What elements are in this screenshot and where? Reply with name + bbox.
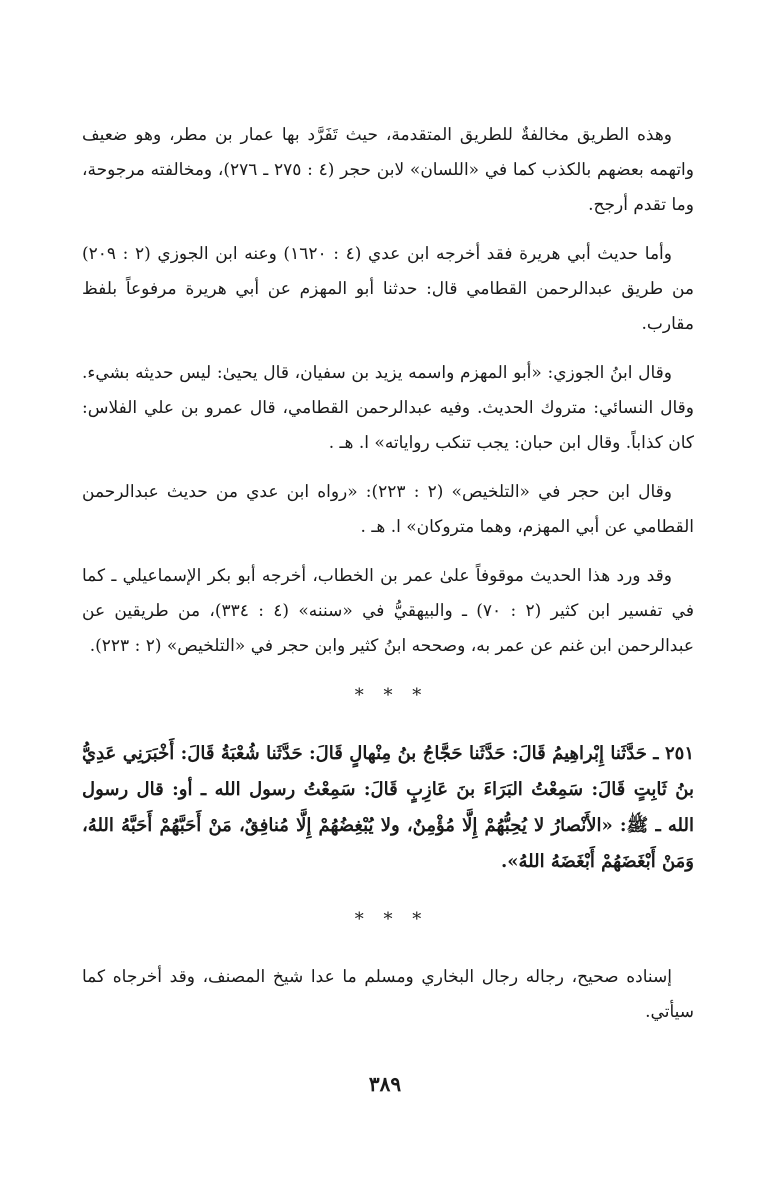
paragraph-5: وقد ورد هذا الحديث موقوفاً علىٰ عمر بن الخطاب، أخرجه أبو بكر الإسماعيلي ـ كما في تفسير ابن كثير (٢ : ٧٠) ـ والبيهقيُّ في «سننه» (٤ : ٣٣٤)، من طريقين عن عبدالرحمن ابن غنم عن عمر به، وصححه ابنُ كثير وابن حجر في «التلخيص» (٢ : ٢٢٣).: [82, 566, 694, 656]
section-separator-bottom: * * *: [354, 909, 422, 930]
paragraph-1: وهذه الطريق مخالفةٌ للطريق المتقدمة، حيث تَفَرَّد بها عمار بن مطر، وهو ضعيف واتهمه بعضهم بالكذب كما في «اللسان» لابن حجر (٤ : ٢٧٥ ـ ٢٧٦)، ومخالفته مرجوحة، وما تقدم أرجح.: [82, 125, 694, 215]
page-number: ٣٨٩: [368, 1072, 402, 1096]
section-separator-top: * * *: [354, 685, 422, 706]
paragraph-3: وقال ابنُ الجوزي: «أبو المهزم واسمه يزيد بن سفيان، قال يحيىٰ: ليس حديثه بشيء. وقال النسائي: متروك الحديث. وفيه عبدالرحمن القطامي، قال عمرو بن علي الفلاس: كان كذاباً. وقال ابن حبان: يجب تنكب رواياته» ا. هـ .: [82, 363, 694, 453]
closing-paragraph: إسناده صحيح، رجاله رجال البخاري ومسلم ما عدا شيخ المصنف، وقد أخرجاه كما سيأتي.: [82, 967, 694, 1022]
hadith-text: ٢٥١ ـ حَدَّثَنا إِبْراهِيمُ قَالَ: حَدَّثَنا حَجَّاجُ بنُ مِنْهالٍ قَالَ: حَدَّثَنا شُعْبَةُ قَالَ: أَخْبَرَنِي عَدِيُّ بنُ ثَابِتٍ قَالَ: سَمِعْتُ البَرَاءَ بنَ عَازِبٍ قَالَ: سَمِعْتُ رسول الله ـ أو: قال رسول الله ـ ﷺ: «الأَنْصارُ لا يُحِبُّهُمْ إِلَّا مُؤْمِنٌ، ولا يُبْغِضُهُمْ إِلَّا مُنافِقٌ، مَنْ أَحَبَّهُمْ أَحَبَّهُ اللهُ، وَمَنْ أَبْغَضَهُمْ أَبْغَضَهُ اللهُ».: [82, 743, 694, 872]
paragraph-4: وقال ابن حجر في «التلخيص» (٢ : ٢٢٣): «رواه ابن عدي من حديث عبدالرحمن القطامي عن أبي المهزم، وهما متروكان» ا. هـ .: [82, 482, 694, 537]
page-content: [82, 118, 694, 1168]
paragraph-2: وأما حديث أبي هريرة فقد أخرجه ابن عدي (٤ : ١٦٢٠) وعنه ابن الجوزي (٢ : ٢٠٩) من طريق عبدالرحمن القطامي قال: حدثنا أبو المهزم عن أبي هريرة مرفوعاً بلفظ مقارب.: [82, 244, 694, 334]
